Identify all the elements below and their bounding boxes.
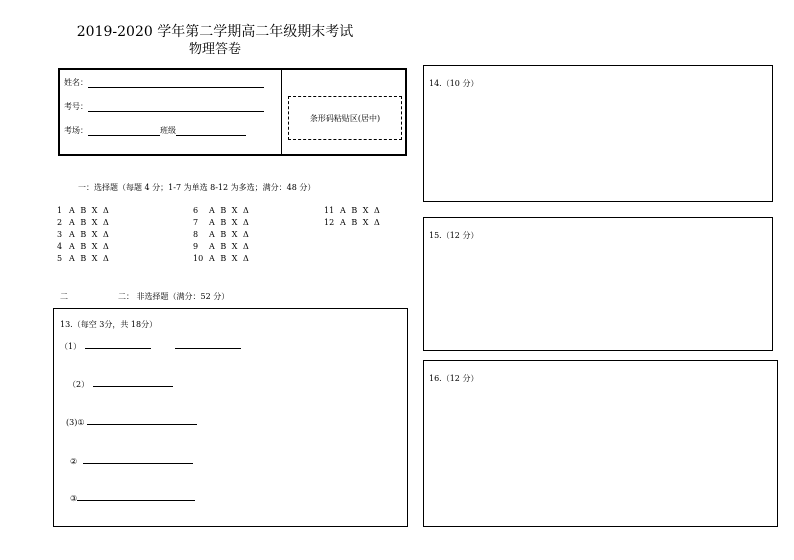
mc-row <box>57 229 110 241</box>
q13-part5 <box>70 491 195 503</box>
mc-number: 11 <box>324 206 335 215</box>
q13-part3 <box>66 415 197 427</box>
section2-mark: 二 <box>60 292 68 301</box>
exam-subtitle: 物理答卷 <box>188 42 241 57</box>
q13-part4-blank[interactable] <box>83 454 193 464</box>
mc-row <box>193 253 250 265</box>
mc-options[interactable]: A B X Δ <box>69 218 111 227</box>
mc-row <box>57 241 110 253</box>
mc-number: 7 <box>193 218 199 227</box>
q13-answer-box <box>53 308 408 527</box>
mc-row <box>193 229 250 241</box>
mc-number: 12 <box>324 218 335 227</box>
q15-answer-box[interactable] <box>423 217 773 351</box>
name-row <box>64 78 264 88</box>
q13-part1-blank-a[interactable] <box>85 339 151 349</box>
q16-answer-box[interactable] <box>423 360 778 527</box>
q13-part2 <box>68 377 173 390</box>
mc-options[interactable]: A B X Δ <box>340 206 382 215</box>
id-field[interactable] <box>88 102 264 112</box>
q13-part4 <box>70 454 193 466</box>
q14-title: 14.（10 分） <box>429 79 479 88</box>
q13-part2-blank[interactable] <box>93 377 173 387</box>
mc-number: 8 <box>193 230 199 239</box>
q15-title: 15.（12 分） <box>429 231 479 240</box>
mc-number: 2 <box>57 218 63 227</box>
mc-row <box>193 217 250 229</box>
mc-row <box>193 241 250 253</box>
mc-options[interactable]: A B X Δ <box>209 230 251 239</box>
mc-number: 6 <box>193 206 199 215</box>
mc-row <box>324 217 381 229</box>
mc-row <box>57 253 110 265</box>
mc-number: 5 <box>57 254 63 263</box>
q14-answer-box[interactable] <box>423 65 773 202</box>
q13-part5-blank[interactable] <box>77 491 195 501</box>
mc-row <box>57 217 110 229</box>
mc-options[interactable]: A B X Δ <box>69 230 111 239</box>
mc-options[interactable]: A B X Δ <box>69 254 111 263</box>
q13-part4-label: ② <box>70 457 78 466</box>
mc-options[interactable]: A B X Δ <box>340 218 382 227</box>
mc-number: 1 <box>57 206 63 215</box>
mc-number: 9 <box>193 242 199 251</box>
student-info-box <box>58 68 407 156</box>
mc-number: 3 <box>57 230 63 239</box>
mc-options[interactable]: A B X Δ <box>69 206 111 215</box>
q13-part2-label: （2） <box>68 380 90 389</box>
mc-row <box>324 205 381 217</box>
q13-part5-label: ③ <box>70 494 78 503</box>
mc-column-3 <box>324 205 381 229</box>
mc-options[interactable]: A B X Δ <box>209 254 251 263</box>
info-divider <box>281 70 282 154</box>
exam-title: 2019-2020 学年第二学期高二年级期末考试 <box>76 24 354 40</box>
class-field[interactable] <box>176 126 246 136</box>
mc-column-1 <box>57 205 110 265</box>
mc-options[interactable]: A B X Δ <box>209 218 251 227</box>
room-row <box>64 126 246 136</box>
mc-number: 4 <box>57 242 63 251</box>
class-label: 班级 <box>160 126 176 135</box>
room-field[interactable] <box>88 126 160 136</box>
q13-title: 13.（每空 3分，共 18分） <box>60 320 158 329</box>
section2-heading: 二： 非选择题（满分：52 分） <box>118 292 230 301</box>
mc-row <box>57 205 110 217</box>
mc-number: 10 <box>193 254 204 263</box>
barcode-area <box>288 96 402 140</box>
mc-options[interactable]: A B X Δ <box>209 206 251 215</box>
id-label: 考号： <box>64 102 88 111</box>
name-label: 姓名： <box>64 78 88 87</box>
barcode-label: 条形码粘贴区(居中) <box>309 113 381 123</box>
mc-row <box>193 205 250 217</box>
q13-part1 <box>60 339 241 352</box>
name-field[interactable] <box>88 78 264 88</box>
mc-options[interactable]: A B X Δ <box>69 242 111 251</box>
mc-column-2 <box>193 205 250 265</box>
q16-title: 16.（12 分） <box>429 374 479 383</box>
q13-part3-label: (3)① <box>66 418 85 427</box>
id-row <box>64 102 264 112</box>
q13-part1-blank-b[interactable] <box>175 339 241 349</box>
q13-part3-blank[interactable] <box>87 415 197 425</box>
mc-options[interactable]: A B X Δ <box>209 242 251 251</box>
section1-heading: 一：选择题（每题 4 分；1-7 为单选 8-12 为多选；满分：48 分） <box>78 183 316 192</box>
room-label: 考场： <box>64 126 88 135</box>
q13-part1-label: （1） <box>60 342 82 351</box>
